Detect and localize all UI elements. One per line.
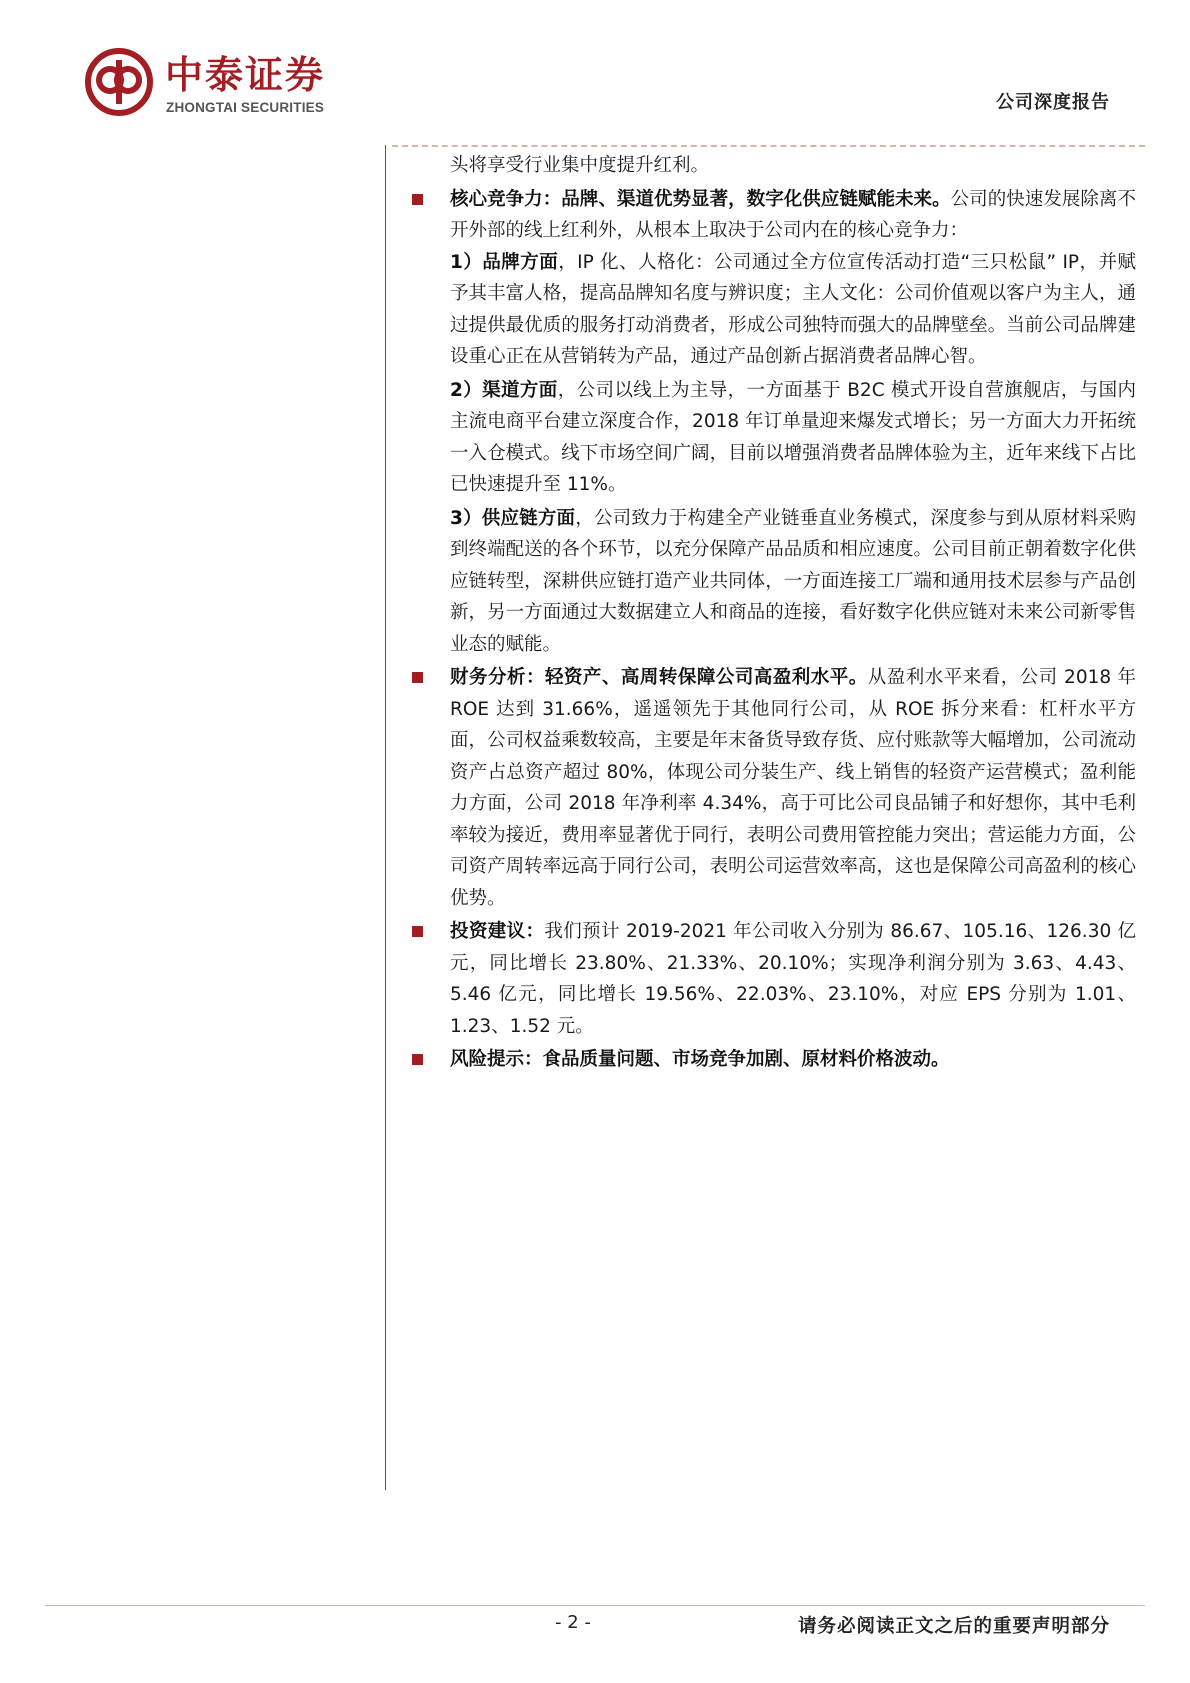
intro-tail-text: 头将享受行业集中度提升红利。 xyxy=(450,155,710,176)
header-divider xyxy=(392,145,1145,147)
supply-chain-paragraph xyxy=(406,503,1136,661)
invest-title: 投资建议： xyxy=(450,921,545,942)
page-number: - 2 - xyxy=(555,1612,591,1633)
bullet-square-icon xyxy=(412,1054,423,1065)
core-competitiveness-bullet xyxy=(406,184,1136,373)
finance-title: 财务分析：轻资产、高周转保障公司高盈利水平。 xyxy=(450,667,868,688)
zhongtai-logo-icon xyxy=(85,48,153,116)
finance-bullet xyxy=(406,662,1136,914)
core-text: 公司的快速发展除离不开外部的线上红利外，从根本上取决于公司内在的核心竞争力： xyxy=(450,188,1136,241)
report-body xyxy=(406,150,1136,1076)
investment-bullet xyxy=(406,916,1136,1042)
bullet-square-icon xyxy=(412,672,423,683)
report-type-label: 公司深度报告 xyxy=(996,92,1110,113)
finance-text: 从盈利水平来看，公司 2018 年 ROE 达到 31.66%，遥遥领先于其他同行公司，从 ROE 拆分来看：杠杆水平方面，公司权益乘数较高，主要是年末备货导致存货、应付账款等大幅增加，公司流动资产占总资产超过 80%，体现公司分装生产、线上销售的轻资产运营模式；盈利能力方面，公司 2018 年净利率 4.34%，高于可比公司良品铺子和好想你，其中毛利率较为接近，费用率显著优于同行，表明公司费用管控能力突出；营运能力方面，公司资产周转率远高于同行公司，表明公司运营效率高，这也是保障公司高盈利的核心优势。 xyxy=(450,667,1136,909)
supply-title: 3）供应链方面 xyxy=(450,507,576,529)
bullet-square-icon xyxy=(412,194,423,205)
risk-title: 风险提示： xyxy=(450,1049,543,1070)
logo-chinese-name: 中泰证券 xyxy=(165,53,326,97)
supply-text: ，公司致力于构建全产业链垂直业务模式，深度参与到从原材料采购到终端配送的各个环节，以充分保障产品品质和相应速度。公司目前正朝着数字化供应链转型，深耕供应链打造产业共同体，一方面连接工厂端和通用技术层参与产品创新，另一方面通过大数据建立人和商品的连接，看好数字化供应链对未来公司新零售业态的赋能。 xyxy=(450,507,1136,655)
core-title: 核心竞争力：品牌、渠道优势显著，数字化供应链赋能未来。 xyxy=(450,188,951,210)
left-margin-rule xyxy=(385,145,386,1490)
brand-text: ，IP 化、人格化：公司通过全方位宣传活动打造“三只松鼠” IP，并赋予其丰富人格，提高品牌知名度与辨识度；主人文化：公司价值观以客户为主人，通过提供最优质的服务打动消费者，形成公司独特而强大的品牌壁垒。当前公司品牌建设重心正在从营销转为产品，通过产品创新占据消费者品牌心智。 xyxy=(450,251,1136,367)
risk-text: 食品质量问题、市场竞争加剧、原材料价格波动。 xyxy=(542,1049,950,1070)
invest-text: 我们预计 2019-2021 年公司收入分别为 86.67、105.16、126.30 亿元，同比增长 23.80%、21.33%、20.10%；实现净利润分别为 3.63、4.43、5.46 亿元，同比增长 19.56%、22.03%、23.10%，对应 EPS 分别为 1.01、1.23、1.52 元。 xyxy=(450,921,1136,1037)
footer-disclaimer: 请务必阅读正文之后的重要声明部分 xyxy=(797,1616,1110,1637)
channel-title: 2）渠道方面 xyxy=(450,379,558,401)
company-logo xyxy=(85,48,365,118)
channel-paragraph xyxy=(406,375,1136,501)
risk-bullet xyxy=(406,1044,1136,1076)
bullet-square-icon xyxy=(412,926,423,937)
logo-english-name: ZHONGTAI SECURITIES xyxy=(166,100,325,115)
footer-divider xyxy=(45,1605,1145,1606)
brand-title: 1）品牌方面 xyxy=(450,251,559,273)
channel-text: ，公司以线上为主导，一方面基于 B2C 模式开设自营旗舰店，与国内主流电商平台建立深度合作，2018 年订单量迎来爆发式增长；另一方面大力开拓统一入仓模式。线下市场空间广阔，目前以增强消费者品牌体验为主，近年来线下占比已快速提升至 11%。 xyxy=(450,379,1136,495)
